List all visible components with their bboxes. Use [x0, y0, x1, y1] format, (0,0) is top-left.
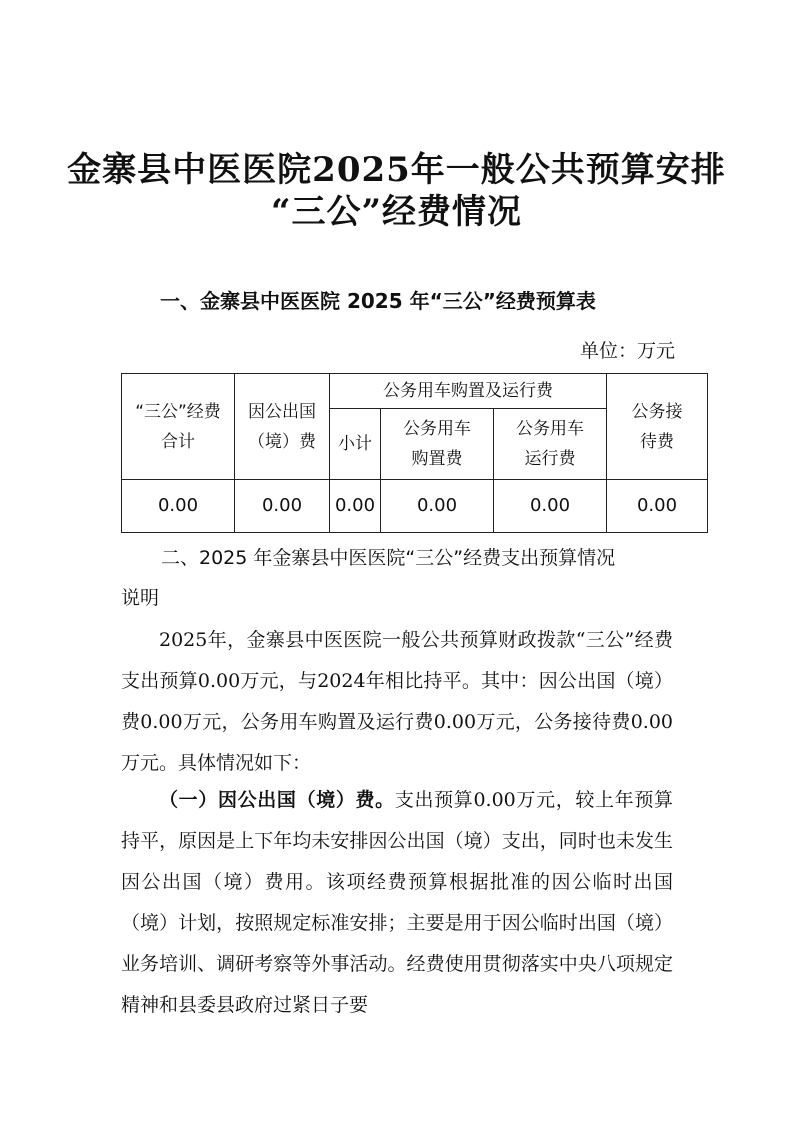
section2-heading-line1: 二、2025 年金寨县中医医院“三公”经费支出预算情况 — [161, 547, 616, 569]
page-title-line2: “三公”经费情况 — [270, 192, 523, 232]
value-abroad: 0.00 — [235, 480, 330, 533]
header-reception: 公务接待费 — [607, 374, 708, 480]
value-total: 0.00 — [122, 480, 235, 533]
table-header-row — [122, 374, 708, 409]
table-row — [122, 480, 708, 533]
value-reception: 0.00 — [607, 480, 708, 533]
unit-label: 单位：万元 — [579, 340, 675, 362]
section2-heading — [121, 538, 681, 618]
paragraph-abroad-body: 支出预算0.00万元，较上年预算持平，原因是上下年均未安排因公出国（境）支出，同时也未发生因公出国（境）费用。该项经费预算根据批准的因公临时出国（境）计划，按照规定标准安排；主要是用于因公临时出国（境）业务培训、调研考察等外事活动。经费使用贯彻落实中央八项规定精神和县委县政府过紧日子要 — [121, 789, 673, 1016]
page-title: 金寨县中医医院2025年一般公共预算安排 — [67, 150, 726, 190]
section2-heading-line2: 说明 — [121, 587, 160, 609]
header-subtotal: 小计 — [330, 409, 381, 480]
header-vehicle-group: 公务用车购置及运行费 — [330, 374, 607, 409]
paragraph-abroad-heading: （一）因公出国（境）费。 — [159, 789, 395, 811]
header-abroad: 因公出国（境）费 — [235, 374, 330, 480]
header-vehicle-purchase: 公务用车购置费 — [381, 409, 494, 480]
paragraph-overview: 2025年，金寨县中医医院一般公共预算财政拨款“三公”经费支出预算0.00万元，与2024年相比持平。其中：因公出国（境）费0.00万元，公务用车购置及运行费0.00万元，公务接待费0.00万元。具体情况如下： — [121, 629, 673, 774]
value-vehicle-operation: 0.00 — [494, 480, 607, 533]
paragraph-abroad — [121, 780, 673, 1026]
budget-table — [121, 373, 708, 533]
value-subtotal: 0.00 — [330, 480, 381, 533]
header-total: “三公”经费合计 — [122, 374, 235, 480]
section1-heading: 一、金寨县中医医院 2025 年“三公”经费预算表 — [160, 289, 596, 313]
header-vehicle-operation: 公务用车运行费 — [494, 409, 607, 480]
value-vehicle-purchase: 0.00 — [381, 480, 494, 533]
